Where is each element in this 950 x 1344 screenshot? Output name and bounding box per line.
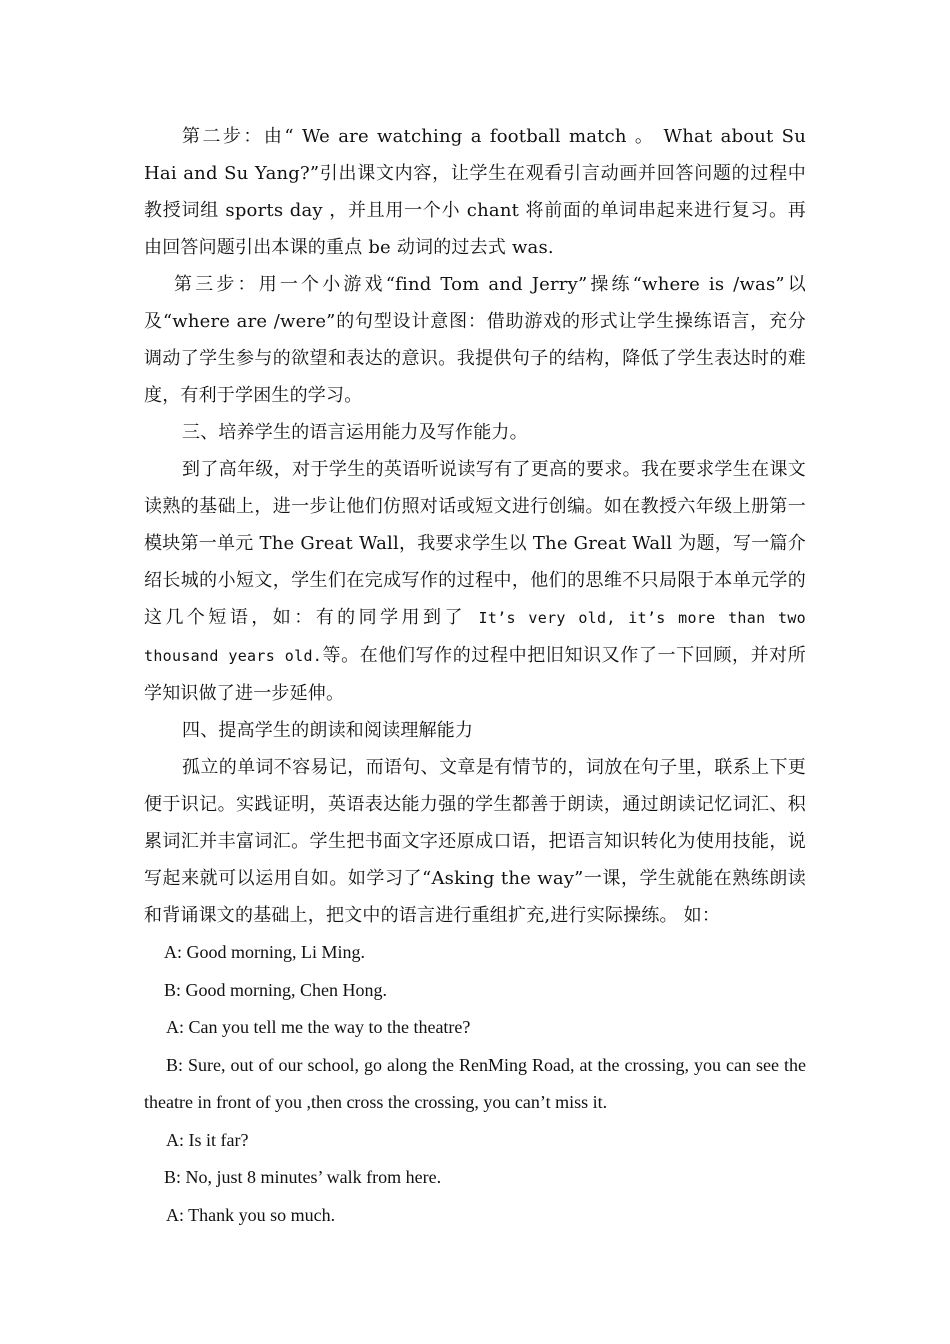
dialogue-example [144, 934, 806, 1234]
paragraph-step-three: 第三步：用一个小游戏“find Tom and Jerry”操练“where is /was”以及“where are /were”的句型设计意图：借助游戏的形式让学生操练语言，充分调动了学生参与的欲望和表达的意识。我提供句子的结构，降低了学生表达时的难度，有利于学困生的学习。 [144, 274, 806, 406]
dialogue-line: B: Good morning, Chen Hong. [164, 979, 387, 1000]
paragraph-step-two: 第二步：由“ We are watching a football match 。 What about Su Hai and Su Yang?”引出课文内容，让学生在观看引言动画并回答问题的过程中教授词组 sports day ，并且用一个小 chant 将前面的单词串起来进行复习。再由回答问题引出本课的重点 be 动词的过去式 was. [144, 126, 806, 258]
paragraph-writing-ability [144, 451, 806, 712]
dialogue-line: B: Sure, out of our school, go along the RenMing Road, at the crossing, you can see the theatre in front of you ,then cross the crossing, you can’t miss it. [144, 1054, 806, 1112]
paragraph-reading-ability: 孤立的单词不容易记，而语句、文章是有情节的，词放在句子里，联系上下更便于识记。实践证明，英语表达能力强的学生都善于朗读，通过朗读记忆词汇、积累词汇并丰富词汇。学生把书面文字还原成口语，把语言知识转化为使用技能，说写起来就可以运用自如。如学习了“Asking the way”一课，学生就能在熟练朗读和背诵课文的基础上，把文中的语言进行重组扩充,进行实际操练。 如： [144, 757, 806, 926]
section-heading-three: 三、培养学生的语言运用能力及写作能力。 [182, 422, 528, 443]
paragraph-writing-text-2: 等。在他们写作的过程中把旧知识又作了一下回顾，并对所学知识做了进一步延伸。 [144, 645, 806, 704]
example-sentence: It’s very old, it’s more than two thousand years old. [144, 609, 806, 665]
dialogue-line: A: Is it far? [166, 1129, 249, 1150]
dialogue-line: A: Can you tell me the way to the theatre? [166, 1017, 471, 1037]
dialogue-line: B: No, just 8 minutes’ walk from here. [164, 1167, 442, 1187]
dialogue-line: A: Good morning, Li Ming. [164, 942, 365, 962]
document-body [144, 118, 806, 1234]
section-heading-four: 四、提高学生的朗读和阅读理解能力 [182, 720, 474, 741]
dialogue-line: A: Thank you so much. [166, 1204, 336, 1225]
paragraph-writing-text-1: 到了高年级，对于学生的英语听说读写有了更高的要求。我在要求学生在课文读熟的基础上，进一步让他们仿照对话或短文进行创编。如在教授六年级上册第一模块第一单元 The Great Wall，我要求学生以 The Great Wall 为题，写一篇介绍长城的小短文，学生们在完成写作的过程中，他们的思维不只局限于本单元学的这几个短语，如：有的同学用到了 [144, 459, 806, 628]
